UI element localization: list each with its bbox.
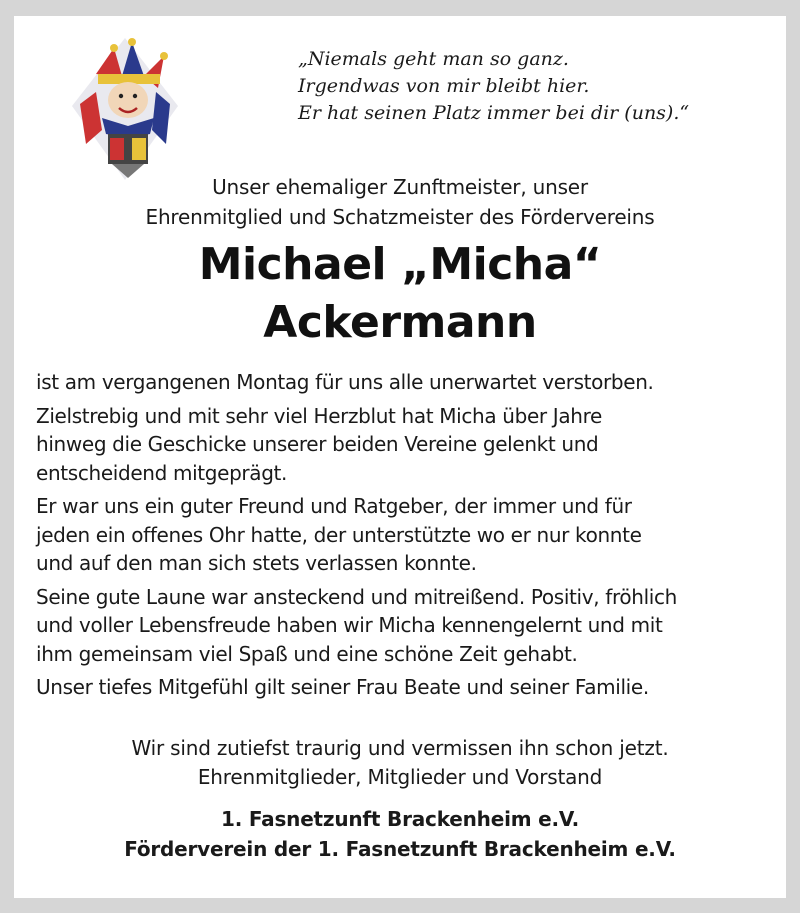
intro-text xyxy=(14,172,786,232)
body-line: Zielstrebig und mit sehr viel Herzblut hat Micha über Jahre xyxy=(36,403,602,428)
organization-name: Förderverein der 1. Fasnetzunft Brackenheim e.V. xyxy=(124,837,676,861)
body-line: hinweg die Geschicke unserer beiden Vereine gelenkt und xyxy=(36,432,599,456)
closing-text xyxy=(14,734,786,792)
name-line-first: Michael „Micha“ xyxy=(198,239,602,290)
body-line: entscheidend mitgeprägt. xyxy=(36,460,288,485)
body-line: und voller Lebensfreude haben wir Micha kennengelernt und mit xyxy=(36,613,663,637)
obituary-notice xyxy=(14,16,786,898)
paragraph xyxy=(36,402,776,488)
body-line: ist am vergangenen Montag für uns alle unerwartet verstorben. xyxy=(36,370,654,394)
closing-line: Ehrenmitglieder, Mitglieder und Vorstand xyxy=(197,765,603,789)
quote-line: Irgendwas von mir bleibt hier. xyxy=(298,75,590,97)
body-line: Unser tiefes Mitgefühl gilt seiner Frau Beate und seiner Familie. xyxy=(36,675,649,699)
body-line: Seine gute Laune war ansteckend und mitreißend. Positiv, fröhlich xyxy=(36,584,677,609)
intro-line: Ehrenmitglied und Schatzmeister des Fördervereins xyxy=(145,205,655,229)
name-line-last: Ackermann xyxy=(263,297,537,348)
closing-line: Wir sind zutiefst traurig und vermissen ihn schon jetzt. xyxy=(131,736,669,760)
paragraph xyxy=(36,492,776,578)
body-line: jeden ein offenes Ohr hatte, der unterstützte wo er nur konnte xyxy=(36,522,642,547)
intro-line: Unser ehemaliger Zunftmeister, unser xyxy=(212,175,588,199)
body-line: ihm gemeinsam viel Spaß und eine schöne Zeit gehabt. xyxy=(36,641,578,666)
jester-emblem-icon xyxy=(66,34,184,184)
quote-line: Er hat seinen Platz immer bei dir (uns).“ xyxy=(298,102,690,124)
body-line: Er war uns ein guter Freund und Ratgeber, der immer und für xyxy=(36,494,632,518)
body-line: und auf den man sich stets verlassen konnte. xyxy=(36,551,477,575)
paragraph xyxy=(36,583,776,669)
body-text xyxy=(36,368,776,707)
quote-block xyxy=(298,46,758,127)
organizations xyxy=(14,804,786,864)
quote-line: „Niemals geht man so ganz. xyxy=(298,48,569,70)
organization-name: 1. Fasnetzunft Brackenheim e.V. xyxy=(220,807,580,831)
deceased-name xyxy=(14,236,786,352)
paragraph xyxy=(36,673,776,702)
paragraph xyxy=(36,368,776,397)
